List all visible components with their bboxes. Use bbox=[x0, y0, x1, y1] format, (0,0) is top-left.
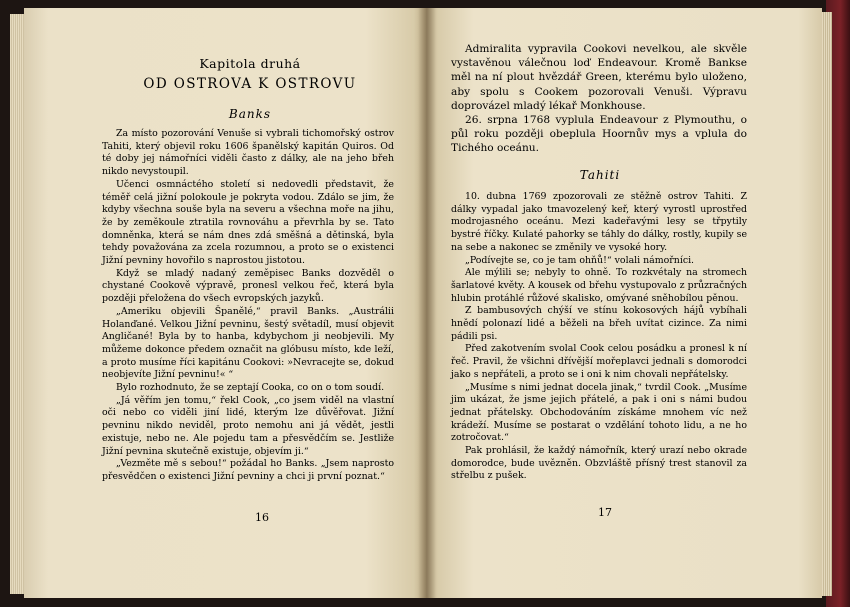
page-number-right: 17 bbox=[598, 506, 612, 519]
paragraph: „Já věřím jen tomu,“ řekl Cook, „co jsem viděl na vlastní oči nebo co viděli jiní lidé, kterým lze důvěřovat. Jižní pevninu nikdo neviděl, proto nemohu ani já vědět, jestli existuje, nebo ne. Ale pojedu tam a přesvědčím se. Jestliže Jižní pevnina skutečně existuje, objevím ji.“ bbox=[102, 394, 394, 457]
paragraph: „Musíme s nimi jednat docela jinak,“ tvrdil Cook. „Musíme jim ukázat, že jsme jejich přátelé, a pak i oni s námi budou jednat přátelsky. Obchodováním získáme mnohem víc než krádeží. Musíme se postarat o vzdělání tohoto lidu, a ne ho zotročovat.“ bbox=[451, 381, 747, 444]
paragraph: „Ameriku objevili Španělé,“ pravil Banks. „Austrálii Holanďané. Velkou Jižní pevninu, šestý světadíl, musí objevit Angličané! Byla by to hanba, kdybychom ji neobjevili. My můžeme dokonce předem označit na glóbusu místo, kde leží, a proto musíme říci kapitánu Cookovi: »Nevracejte se, dokud neobjevíte Jižní pevninu!« “ bbox=[102, 305, 394, 381]
paragraph: Z bambusových chýší ve stínu kokosových hájů vybíhali hnědí polonazí lidé a běželi na břeh uvítat cizince. Za nimi pádili psi. bbox=[451, 305, 747, 342]
section-title-banks: Banks bbox=[228, 107, 272, 121]
paragraph: „Podívejte se, co je tam ohňů!“ volali námořníci. bbox=[465, 254, 695, 266]
book-gutter bbox=[418, 8, 436, 598]
paragraph: Před zakotvením svolal Cook celou posádku a pronesl k ní řeč. Pravil, že všichni dřívější mořeplavci jednali s domorodci jako s nepřáteli, a proto se i oni k nim chovali nepřátelsky. bbox=[451, 343, 747, 380]
left-page-body bbox=[102, 128, 394, 484]
paragraph: Za místo pozorování Venuše si vybrali tichomořský ostrov Tahiti, který objevil roku 1606 španělský kapitán Quiros. Od té doby jej námořníci viděli často z dálky, ale na jeho břeh nikdo nevystoupil. bbox=[102, 128, 394, 178]
paragraph: Když se mladý nadaný zeměpisec Banks dozvěděl o chystané Cookově výpravě, pronesl velkou řeč, která byla později přeložena do všech evropských jazyků. bbox=[102, 267, 394, 305]
paragraph: „Vezměte mě s sebou!“ požádal ho Banks. „Jsem naprosto přesvědčen o existenci Jižní pevniny a chci ji první poznat.“ bbox=[102, 458, 394, 482]
section-title-tahiti: Tahiti bbox=[579, 168, 621, 182]
paragraph: Bylo rozhodnuto, že se zeptají Cooka, co on o tom soudí. bbox=[116, 382, 385, 394]
right-page-body bbox=[451, 191, 747, 483]
paragraph: Ale mýlili se; nebyly to ohně. To rozkvétaly na stromech šarlatové květy. A kousek od břehu vystupovalo z průzračných hlubin protáhlé růžové skalisko, omývané sněhobílou pěnou. bbox=[451, 267, 747, 304]
paragraph: Učenci osmnáctého století si nedovedli představit, že téměř celá jižní polokoule je pokryta vodou. Zdálo se jim, že kdyby všechna souše byla na severu a všechna moře na jihu, že by zeměkoule ztratila rovnováhu a převrhla by se. Tato domněnka, která se nám dnes zdá směšná a dětinská, byla tehdy považována za zcela rozumnou, a proto se o existenci Jižní pevniny hovořilo s naprostou jistotou. bbox=[102, 178, 394, 267]
paragraph: 26. srpna 1768 vyplula Endeavour z Plymouthu, o půl roku později obeplula Hoornův mys a vplula do Tichého oceánu. bbox=[451, 114, 747, 155]
paragraph: 10. dubna 1769 zpozorovali ze stěžně ostrov Tahiti. Z dálky vypadal jako tmavozelený keř, který vyrostl uprostřed modrojasného oceánu. Mezi kadeřavými lesy se třpytily bystré říčky. Kulaté pahorky se táhly do dálky, rostly, kupily se na sebe a nakonec se změnily ve vysoké hory. bbox=[451, 191, 747, 253]
chapter-label: Kapitola druhá bbox=[199, 56, 301, 71]
right-page-top-body bbox=[451, 42, 747, 156]
chapter-title: OD OSTROVA K OSTROVU bbox=[143, 76, 357, 92]
page-number-left: 16 bbox=[255, 511, 269, 524]
paragraph: Admiralita vypravila Cookovi nevelkou, ale skvěle vystavěnou válečnou loď Endeavour. Kromě Bankse měl na ní plout hvězdář Green, kterému bylo uloženo, aby spolu s Cookem pozorovali Venuši. Výpravu doprovázel mladý lékař Monkhouse. bbox=[451, 43, 747, 112]
paragraph: Pak prohlásil, že každý námořník, který urazí nebo okrade domorodce, bude uvězněn. Obzvláště přísný trest stanovil za střelbu z pušek. bbox=[451, 445, 747, 482]
